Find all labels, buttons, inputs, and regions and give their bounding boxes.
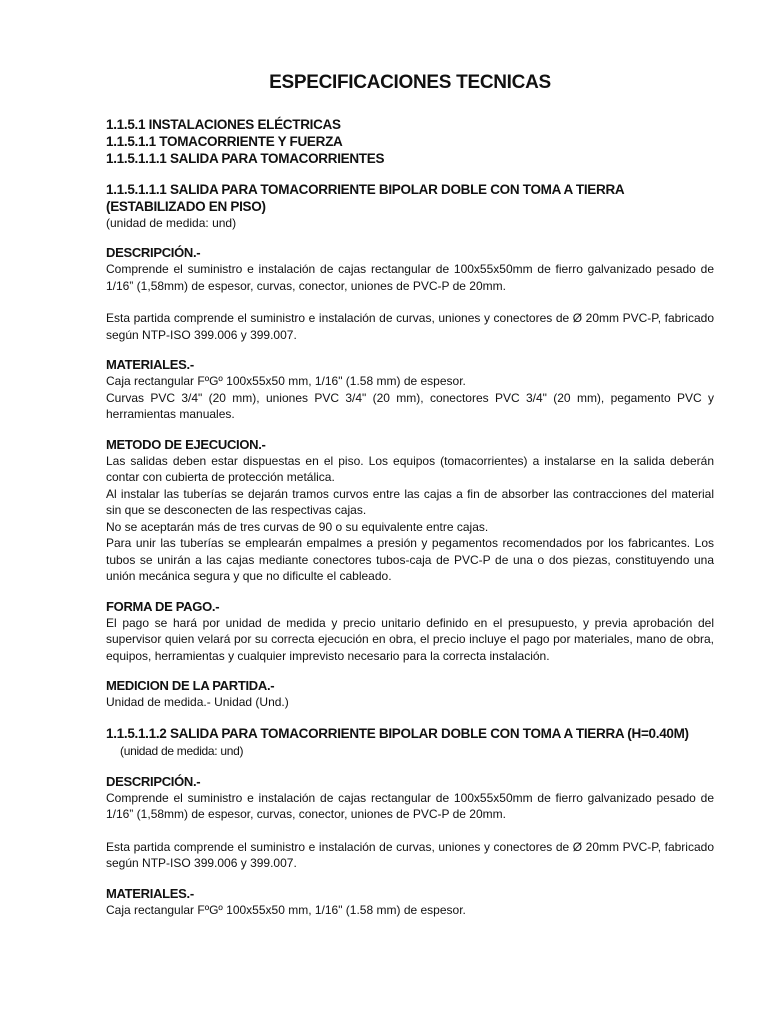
document-title: ESPECIFICACIONES TECNICAS <box>269 72 551 93</box>
item1-pay-label: FORMA DE PAGO.- <box>106 598 220 614</box>
item1-med-label: MEDICION DE LA PARTIDA.- <box>106 678 275 693</box>
item1-mat-label: MATERIALES.- <box>106 357 194 372</box>
item1-exec-l2: Al instalar las tuberías se dejarán tramos curvos entre las cajas a fin de absorber las contracciones del material sin que se desconecten de las respectivas cajas. <box>106 486 714 517</box>
item1-med-text: Unidad de medida.- Unidad (Und.) <box>106 695 289 709</box>
item2-mat-label: MATERIALES.- <box>106 885 194 901</box>
heading-salida: 1.1.5.1.1.1 SALIDA PARA TOMACORRIENTES <box>106 151 385 166</box>
item2-title-block <box>106 725 714 760</box>
item2-mat-l1: Caja rectangular FºGº 100x55x50 mm, 1/16" (1.58 mm) de espesor. <box>106 902 466 917</box>
item1-exec-label: METODO DE EJECUCION.- <box>106 436 266 452</box>
item1-mat-l1: Caja rectangular FºGº 100x55x50 mm, 1/16" (1.58 mm) de espesor. <box>106 374 466 388</box>
item1-unit: (unidad de medida: und) <box>106 216 237 230</box>
item2-desc-p2: Esta partida comprende el suministro e instalación de curvas, uniones y conectores de Ø 20mm PVC-P, fabricado según NTP-ISO 399.006 y 399.007. <box>106 839 714 870</box>
item1-mat-l2: Curvas PVC 3/4" (20 mm), uniones PVC 3/4" (20 mm), conectores PVC 3/4" (20 mm), pegamento PVC y herramientas manuales. <box>106 390 714 421</box>
heading-instalaciones: 1.1.5.1 INSTALACIONES ELÉCTRICAS <box>106 117 341 132</box>
item1-desc-p2: Esta partida comprende el suministro e instalación de curvas, uniones y conectores de Ø 20mm PVC-P, fabricado según NTP-ISO 399.006 y 399.007. <box>106 311 714 342</box>
item2-desc-p1: Comprende el suministro e instalación de cajas rectangular de 100x55x50mm de fierro galvanizado pesado de 1/16” (1,58mm) de espesor, curvas, conector, uniones de PVC-P de 20mm. <box>106 790 714 821</box>
item1-desc-p1: Comprende el suministro e instalación de cajas rectangular de 100x55x50mm de fierro galvanizado pesado de 1/16” (1,58mm) de espesor, curvas, conector, uniones de PVC-P de 20mm. <box>106 262 714 293</box>
item1-exec-l1: Las salidas deben estar dispuestas en el piso. Los equipos (tomacorrientes) a instalarse en la salida deberán contar con cubierta de protección metálica. <box>106 453 714 484</box>
heading-tomacorriente: 1.1.5.1.1 TOMACORRIENTE Y FUERZA <box>106 134 343 149</box>
item1-exec-l4: Para unir las tuberías se emplearán empalmes a presión y pegamentos recomendados por los fabricantes. Los tubos se unirán a las cajas mediante conectores tubos-caja de PVC-P de una o dos piezas, constituyendo una unión mecánica segura y que no dificulte el cableado. <box>106 536 714 583</box>
item2-title: 1.1.5.1.1.2 SALIDA PARA TOMACORRIENTE BIPOLAR DOBLE CON TOMA A TIERRA (H=0.40M) <box>106 725 689 741</box>
item1-title: 1.1.5.1.1.1 SALIDA PARA TOMACORRIENTE BIPOLAR DOBLE CON TOMA A TIERRA (ESTABILIZADO EN PISO) <box>106 182 624 214</box>
item2-unit: (unidad de medida: und) <box>120 743 244 758</box>
item2-desc-label: DESCRIPCIÓN.- <box>106 773 201 789</box>
item1-exec-l3: No se aceptarán más de tres curvas de 90 o su equivalente entre cajas. <box>106 519 489 534</box>
item1-pay-text: El pago se hará por unidad de medida y precio unitario definido en el presupuesto, y previa aprobación del supervisor quien velará por su correcta ejecución en obra, el precio incluye el pago por materiales, mano de obra, equipos, herramientas y cualquier imprevisto necesario para la correcta instalación. <box>106 615 714 663</box>
item1-desc-label: DESCRIPCIÓN.- <box>106 245 201 260</box>
